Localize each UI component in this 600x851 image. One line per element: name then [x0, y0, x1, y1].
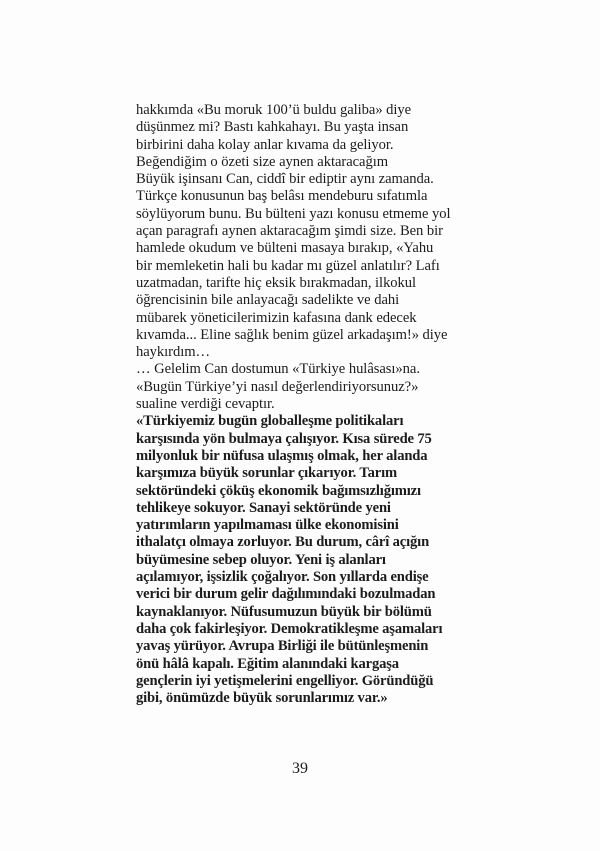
text-line: birbirini daha kolay anlar kıvama da geliyor.	[136, 136, 394, 153]
text-line: uzatmadan, tarifte hiç eksik bırakmadan, ilkokul	[136, 274, 417, 291]
text-line: öğrencisinin bile anlayacağı sadelikte ve dahi	[136, 292, 400, 309]
quote-line: gibi, önümüzde büyük sorunlarımız var.»	[136, 690, 388, 707]
page-number: 39	[292, 760, 308, 777]
body-text	[136, 102, 476, 707]
quote-line: yatırımların yapılmaması ülke ekonomisini	[136, 517, 399, 534]
text-line: hakkımda «Bu moruk 100’ü buldu galiba» diye	[136, 102, 412, 118]
quote-line: gençlerin iyi yetişmelerini engelliyor. Göründüğü	[136, 672, 434, 689]
quote-line: karşımıza büyük sorunlar çıkarıyor. Tarım	[136, 465, 398, 482]
quote-line: verici bir durum gelir dağılımındaki bozulmadan	[136, 586, 436, 603]
text-line: … Gelelim Can dostumun «Türkiye hulâsası»na.	[136, 361, 420, 378]
quote-line: kaynaklanıyor. Nüfusumuzun büyük bir bölümü	[136, 603, 432, 620]
quote-line: yavaş yürüyor. Avrupa Birliği ile bütünleşmenin	[136, 638, 429, 655]
text-line: söylüyorum bunu. Bu bülteni yazı konusu etmeme yol	[136, 205, 451, 222]
text-line: Büyük işinsanı Can, ciddî bir ediptir aynı zamanda.	[136, 171, 434, 188]
quote-line: daha çok fakirleşiyor. Demokratikleşme aşamaları	[136, 620, 443, 637]
quote-line: «Türkiyemiz bugün globalleşme politikaları	[136, 413, 404, 430]
text-line: haykırdım…	[136, 344, 211, 361]
quote-line: milyonluk bir nüfusa ulaşmış olmak, her alanda	[136, 447, 428, 464]
quote-line: önü hâlâ kapalı. Eğitim alanındaki kargaşa	[136, 655, 399, 672]
text-line: açan paragrafı aynen aktaracağım şimdi size. Ben bir	[136, 223, 443, 240]
bold-quote-paragraph	[136, 413, 476, 707]
quote-line: sektöründeki çöküş ekonomik bağımsızlığımızı	[136, 482, 421, 499]
text-line: «Bugün Türkiye’yi nasıl değerlendiriyorsunuz?»	[136, 378, 419, 395]
quote-line: ithalatçı olmaya zorluyor. Bu durum, cârî açığın	[136, 534, 430, 551]
quote-line: tehlikeye sokuyor. Sanayi sektöründe yeni	[136, 499, 391, 516]
text-line: bir memleketin hali bu kadar mı güzel anlatılır? Lafı	[136, 257, 440, 274]
quote-line: açılamıyor, işsizlik çoğalıyor. Son yıllarda endişe	[136, 569, 429, 586]
text-line: Türkçe konusunun baş belâsı mendeburu sıfatımla	[136, 188, 428, 205]
quote-line: karşısında yön bulmaya çalışıyor. Kısa sürede 75	[136, 430, 432, 447]
text-line: hamlede okudum ve bülteni masaya bırakıp, «Yahu	[136, 240, 434, 257]
text-line: kıvamda... Eline sağlık benim güzel arkadaşım!» diye	[136, 326, 448, 343]
text-line: düşünmez mi? Bastı kahkahayı. Bu yaşta insan	[136, 119, 409, 136]
text-line: Beğendiğim o özeti size aynen aktaracağım	[136, 153, 389, 170]
quote-line: büyümesine sebep oluyor. Yeni iş alanları	[136, 551, 386, 568]
regular-paragraph	[136, 102, 476, 413]
text-line: mübarek yöneticilerimizin kafasına dank edecek	[136, 309, 417, 326]
text-line: sualine verdiği cevaptır.	[136, 396, 275, 413]
